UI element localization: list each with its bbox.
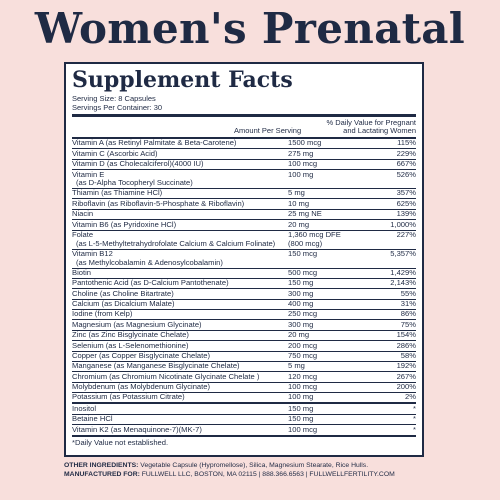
nutrient-name — [72, 310, 288, 319]
nutrient-name — [72, 405, 288, 414]
nutrient-amount — [288, 300, 376, 309]
nutrient-name-line: Thiamin (as Thiamine HCl) — [72, 188, 163, 198]
nutrient-amount — [288, 393, 376, 402]
nutrient-daily-value: 2% — [405, 392, 416, 402]
nutrient-amount — [288, 189, 376, 198]
nutrient-amount — [288, 150, 376, 159]
nutrient-amount-line: 200 mcg — [288, 340, 318, 350]
nutrient-name-line: Folate — [72, 229, 94, 239]
nutrient-name — [72, 231, 288, 248]
nutrient-row — [72, 279, 416, 289]
nutrient-amount — [288, 405, 376, 414]
nutrient-amount-line: 1,360 mcg DFE — [288, 229, 341, 239]
nutrient-daily-value: 357% — [396, 188, 416, 198]
nutrient-amount-line: 20 mg — [288, 219, 310, 229]
dv-header-line1: % Daily Value for Pregnant — [326, 118, 416, 127]
nutrient-amount-line: 5 mg — [288, 361, 305, 371]
nutrient-amount-line: 300 mg — [288, 319, 314, 329]
nutrient-name-line: Inositol — [72, 403, 97, 413]
nutrient-name — [72, 393, 288, 402]
nutrient-row — [72, 331, 416, 341]
nutrient-row — [72, 231, 416, 250]
nutrient-daily-value: 154% — [396, 330, 416, 340]
nutrient-name-line: Vitamin A (as Retinyl Palmitate & Beta-Carotene) — [72, 138, 237, 148]
other-nutrient-list — [72, 404, 416, 436]
nutrient-row — [72, 170, 416, 189]
nutrient-daily-value: * — [413, 414, 416, 424]
nutrient-name-detail: (as Methylcobalamin & Adenosylcobalamin) — [76, 257, 223, 267]
nutrient-daily-value: 526% — [396, 169, 416, 179]
nutrient-name-line: Choline (as Choline Bitartrate) — [72, 288, 174, 298]
nutrient-daily-value: 192% — [396, 361, 416, 371]
nutrient-amount-line: 120 mcg — [288, 371, 318, 381]
nutrient-amount — [288, 269, 376, 278]
nutrient-name-line: Zinc (as Zinc Bisglycinate Chelate) — [72, 330, 189, 340]
nutrient-name-line: Vitamin B6 (as Pyridoxine HCl) — [72, 219, 177, 229]
nutrient-daily-value: 31% — [400, 299, 416, 309]
nutrient-daily-value: 115% — [397, 138, 416, 148]
manufactured-text: FULLWELL LLC, BOSTON, MA 02115 | 888.366.6563 | FULLWELLFERTILITY.COM — [141, 471, 395, 478]
other-ingredients — [64, 461, 494, 470]
nutrient-daily-value: 55% — [400, 288, 416, 298]
nutrient-daily-value: 227% — [396, 229, 416, 239]
other-ingredients-label: OTHER INGREDIENTS: — [64, 462, 139, 469]
nutrient-daily-value: 667% — [396, 159, 416, 169]
column-header — [72, 114, 416, 139]
nutrient-amount-line: 1500 mcg — [288, 138, 322, 148]
nutrient-name-line: Iodine (from Kelp) — [72, 309, 133, 319]
nutrient-name — [72, 269, 288, 278]
nutrient-name — [72, 171, 288, 188]
nutrient-amount — [288, 210, 376, 219]
supplement-facts-panel — [64, 62, 424, 457]
servings-per-container: Servings Per Container: 30 — [72, 103, 163, 112]
nutrient-amount-line: 100 mcg — [288, 382, 318, 392]
nutrient-amount — [288, 310, 376, 319]
nutrient-name-line: Vitamin C (Ascorbic Acid) — [72, 148, 158, 158]
nutrient-amount-detail: (800 mcg) — [288, 238, 323, 248]
nutrient-amount — [288, 331, 376, 340]
nutrient-name-line: Magnesium (as Magnesium Glycinate) — [72, 319, 202, 329]
nutrient-name — [72, 189, 288, 198]
nutrient-amount-line: 5 mg — [288, 188, 305, 198]
nutrient-amount — [288, 250, 376, 267]
brand-title: Women's Prenatal — [34, 4, 466, 53]
nutrient-name-line: Calcium (as Dicalcium Malate) — [72, 299, 175, 309]
nutrient-daily-value: 625% — [396, 198, 416, 208]
nutrient-daily-value: 2,143% — [390, 278, 416, 288]
nutrient-daily-value: * — [413, 403, 416, 413]
nutrient-name — [72, 342, 288, 351]
nutrient-row — [72, 160, 416, 170]
nutrient-name — [72, 250, 288, 267]
nutrient-daily-value: 5,357% — [390, 248, 416, 258]
nutrient-name — [72, 331, 288, 340]
nutrient-name — [72, 383, 288, 392]
nutrient-amount-line: 500 mcg — [288, 267, 318, 277]
nutrient-row — [72, 341, 416, 351]
nutrient-name — [72, 210, 288, 219]
nutrient-name-line: Vitamin K2 (as Menaquinone-7)(MK-7) — [72, 424, 202, 434]
nutrient-name — [72, 352, 288, 361]
nutrient-amount — [288, 362, 376, 371]
nutrient-name-line: Copper (as Copper Bisglycinate Chelate) — [72, 350, 211, 360]
manufactured-for — [64, 470, 494, 479]
nutrient-name-line: Biotin — [72, 267, 91, 277]
nutrient-amount-line: 150 mcg — [288, 248, 318, 258]
nutrient-amount — [288, 415, 376, 424]
nutrient-daily-value: 1,000% — [390, 219, 416, 229]
nutrient-name-line: Molybdenum (as Molybdenum Glycinate) — [72, 382, 211, 392]
nutrient-name — [72, 279, 288, 288]
nutrient-row — [72, 139, 416, 149]
nutrient-row — [72, 199, 416, 209]
nutrient-amount — [288, 352, 376, 361]
nutrient-daily-value: 286% — [396, 340, 416, 350]
nutrient-amount — [288, 139, 376, 148]
manufactured-label: MANUFACTURED FOR: — [64, 471, 140, 478]
nutrient-amount — [288, 160, 376, 169]
nutrient-daily-value: 200% — [396, 382, 416, 392]
nutrient-name-detail: (as L-5-Methyltetrahydrofolate Calcium & Calcium Folinate) — [76, 238, 276, 248]
nutrient-amount-line: 20 mg — [288, 330, 310, 340]
nutrient-amount — [288, 321, 376, 330]
nutrient-name-line: Niacin — [72, 209, 94, 219]
nutrient-amount — [288, 373, 376, 382]
nutrient-name — [72, 300, 288, 309]
nutrient-amount-line: 150 mg — [288, 414, 314, 424]
nutrient-name-line: Vitamin D (as Cholecalciferol)(4000 IU) — [72, 159, 204, 169]
nutrient-name-line: Selenium (as L-Selenomethionine) — [72, 340, 189, 350]
nutrient-name — [72, 426, 288, 435]
serving-size: Serving Size: 8 Capsules — [72, 94, 156, 103]
nutrient-amount — [288, 426, 376, 435]
nutrient-amount-line: 100 mg — [288, 169, 314, 179]
nutrient-name — [72, 321, 288, 330]
nutrient-amount — [288, 171, 376, 188]
nutrient-amount-line: 150 mg — [288, 403, 314, 413]
nutrient-name-line: Riboflavin (as Riboflavin-5-Phosphate & Riboflavin) — [72, 198, 245, 208]
nutrient-name-line: Vitamin E — [72, 169, 105, 179]
nutrient-name — [72, 200, 288, 209]
nutrient-name — [72, 290, 288, 299]
nutrient-amount-line: 100 mcg — [288, 159, 318, 169]
nutrient-row — [72, 250, 416, 269]
nutrient-amount-line: 750 mcg — [288, 350, 318, 360]
nutrient-daily-value: 139% — [396, 209, 416, 219]
nutrient-name-detail: (as D-Alpha Tocopheryl Succinate) — [76, 178, 193, 188]
nutrient-amount — [288, 290, 376, 299]
nutrient-daily-value: 75% — [400, 319, 416, 329]
nutrient-row — [72, 415, 416, 425]
nutrient-daily-value: 229% — [396, 148, 416, 158]
nutrient-name — [72, 139, 288, 148]
nutrient-amount-line: 100 mg — [288, 392, 314, 402]
nutrient-row — [72, 310, 416, 320]
dv-header — [326, 119, 416, 135]
nutrient-row — [72, 404, 416, 414]
nutrient-amount-line: 100 mcg — [288, 424, 318, 434]
footer — [64, 461, 494, 479]
nutrient-amount-line: 275 mg — [288, 148, 314, 158]
nutrient-name-line: Betaine HCl — [72, 414, 113, 424]
nutrient-name — [72, 160, 288, 169]
nutrient-name-line: Vitamin B12 — [72, 248, 113, 258]
nutrient-amount — [288, 279, 376, 288]
nutrient-amount-line: 10 mg — [288, 198, 310, 208]
amount-header: Amount Per Serving — [234, 126, 302, 135]
nutrient-name — [72, 373, 288, 382]
nutrient-daily-value: 1,429% — [390, 267, 416, 277]
nutrient-row — [72, 210, 416, 220]
nutrient-name-line: Chromium (as Chromium Nicotinate Glycinate Chelate ) — [72, 371, 260, 381]
nutrient-name — [72, 415, 288, 424]
nutrient-list — [72, 139, 416, 404]
nutrient-row — [72, 425, 416, 436]
nutrient-name-line: Potassium (as Potassium Citrate) — [72, 392, 185, 402]
nutrient-amount — [288, 342, 376, 351]
nutrient-row — [72, 220, 416, 230]
nutrient-daily-value: 58% — [400, 350, 416, 360]
nutrient-amount-line: 300 mg — [288, 288, 314, 298]
nutrient-daily-value: 86% — [400, 309, 416, 319]
facts-title: Supplement Facts — [72, 67, 293, 93]
nutrient-daily-value: 267% — [396, 371, 416, 381]
footnote: *Daily Value not established. — [72, 437, 169, 447]
nutrient-name — [72, 362, 288, 371]
nutrient-amount-line: 25 mg NE — [288, 209, 322, 219]
nutrient-amount-line: 400 mg — [288, 299, 314, 309]
nutrient-amount — [288, 383, 376, 392]
nutrient-row — [72, 393, 416, 404]
nutrient-row — [72, 362, 416, 372]
nutrient-amount — [288, 231, 376, 248]
nutrient-name — [72, 221, 288, 230]
nutrient-amount — [288, 200, 376, 209]
nutrient-amount-line: 150 mg — [288, 278, 314, 288]
dv-header-line2: and Lactating Women — [343, 126, 416, 135]
nutrient-amount — [288, 221, 376, 230]
nutrient-amount-line: 250 mcg — [288, 309, 318, 319]
nutrient-name-line: Manganese (as Manganese Bisglycinate Chelate) — [72, 361, 240, 371]
nutrient-name — [72, 150, 288, 159]
nutrient-name-line: Pantothenic Acid (as D-Calcium Pantothenate) — [72, 278, 229, 288]
other-ingredients-text: Vegetable Capsule (Hypromellose), Silica, Magnesium Stearate, Rice Hulls. — [140, 462, 369, 469]
nutrient-row — [72, 189, 416, 199]
nutrient-daily-value: * — [413, 424, 416, 434]
